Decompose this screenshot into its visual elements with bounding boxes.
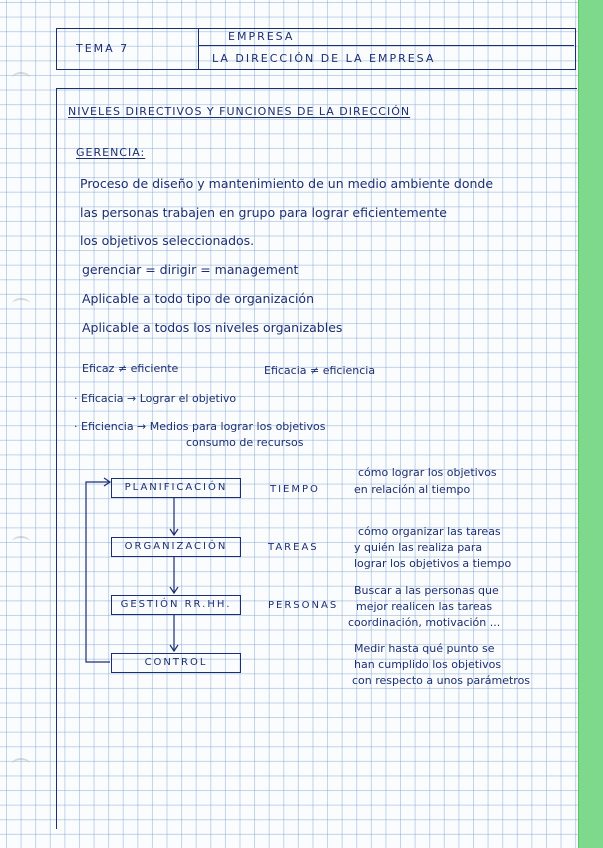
box-organizacion: ORGANIZACIÓN [111,537,241,557]
resource-tareas: TAREAS [268,542,319,553]
desc-line: mejor realicen las tareas [356,600,493,613]
desc-line: Buscar a las personas que [354,584,499,597]
desc-line: con respecto a unos parámetros [352,674,531,687]
desc-line: han cumplido los objetivos [354,658,502,671]
note-aplicable-tipo: Aplicable a todo tipo de organización [82,291,314,306]
note-aplicable-niveles: Aplicable a todos los niveles organizables [82,320,343,335]
note-eficacia-def: · Eficacia → Lograr el objetivo [74,392,237,405]
definition-line: los objetivos seleccionados. [80,233,255,248]
note-eficiencia-def: · Eficiencia → Medios para lograr los objetivos [74,420,326,433]
desc-line: Medir hasta qué punto se [354,642,495,655]
desc-line: coordinación, motivación ... [348,616,501,629]
resource-personas: PERSONAS [268,600,339,611]
note-eficiencia-def2: consumo de recursos [186,436,304,449]
definition-line: las personas trabajen en grupo para lograr eficientemente [80,205,447,220]
definition-line: Proceso de diseño y mantenimiento de un medio ambiente donde [80,176,494,191]
section-title: NIVELES DIRECTIVOS Y FUNCIONES DE LA DIRECCIÓN [68,105,411,118]
note-gerenciar: gerenciar = dirigir = management [82,262,299,277]
box-gestion-rrhh: GESTIÓN RR.HH. [111,595,241,615]
page-title: LA DIRECCIÓN DE LA EMPRESA [212,52,436,65]
desc-line: en relación al tiempo [354,483,471,496]
desc-line: cómo lograr los objetivos [358,466,497,479]
box-planificacion: PLANIFICACIÓN [111,478,241,498]
note-eficaz: Eficaz ≠ eficiente [82,362,179,375]
gerencia-label: GERENCIA: [76,146,146,159]
note-eficacia-ne: Eficacia ≠ eficiencia [264,364,376,377]
desc-line: cómo organizar las tareas [358,525,501,538]
resource-tiempo: TIEMPO [270,484,320,495]
desc-line: y quién las realiza para [354,541,483,554]
tema-label: TEMA 7 [76,42,130,55]
box-control: CONTROL [111,653,241,673]
desc-line: lograr los objetivos a tiempo [354,557,512,570]
subject-label: EMPRESA [228,30,295,43]
